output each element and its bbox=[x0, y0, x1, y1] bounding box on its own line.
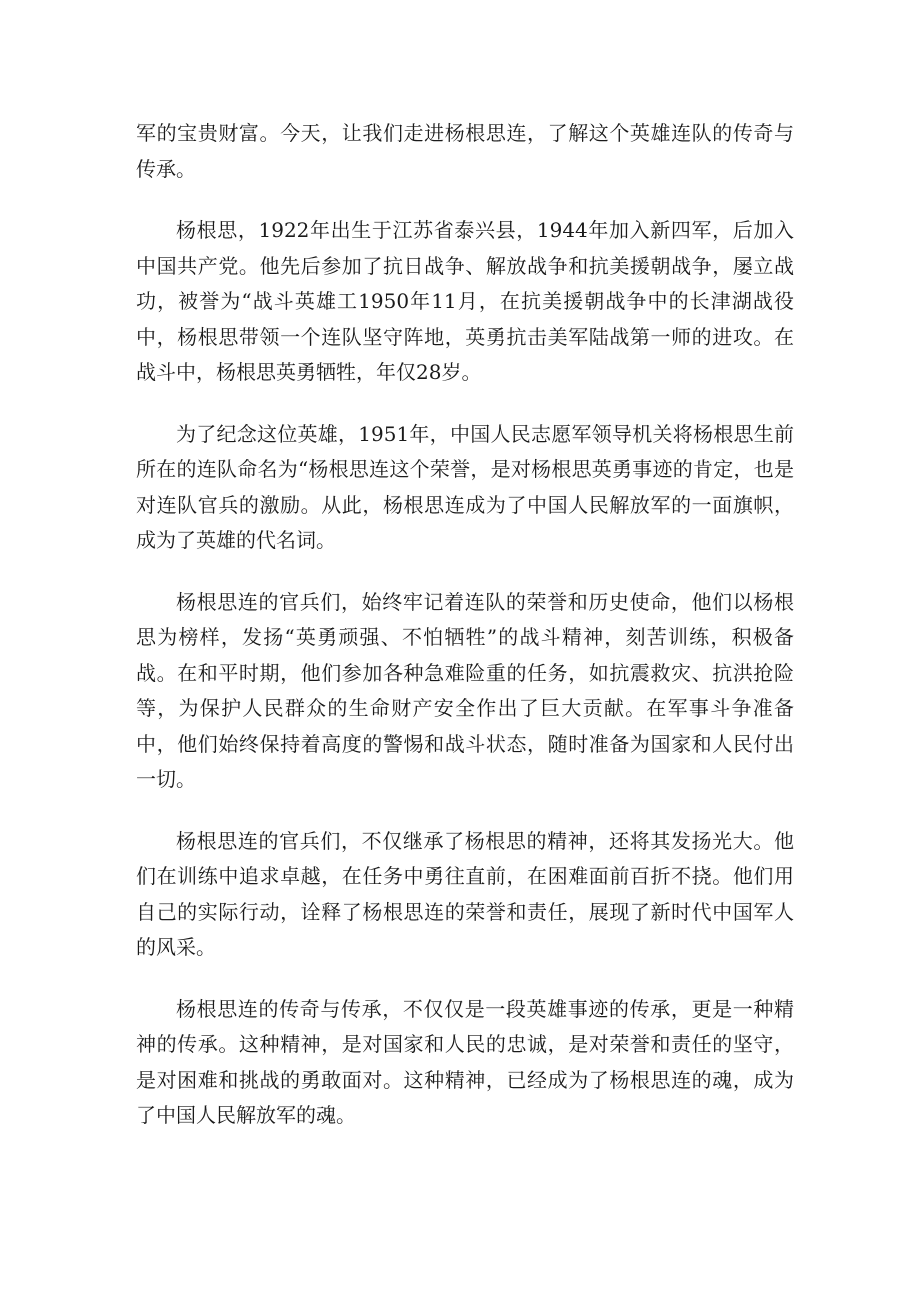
paragraph-mission: 杨根思连的官兵们，始终牢记着连队的荣誉和历史使命，他们以杨根思为榜样，发扬“英勇顽强、不怕牺牲”的战斗精神，刻苦训练，积极备战。在和平时期，他们参加各种急难险重的任务，如抗震救灾、抗洪抢险等，为保护人民群众的生命财产安全作出了巨大贡献。在军事斗争准备中，他们始终保持着高度的警惕和战斗状态，随时准备为国家和人民付出一切。 bbox=[136, 589, 794, 791]
paragraph-continuation: 军的宝贵财富。今天，让我们走进杨根思连，了解这个英雄连队的传奇与传承。 bbox=[136, 121, 794, 181]
paragraph-naming: 为了纪念这位英雄，1951年，中国人民志愿军领导机关将杨根思生前所在的连队命名为“杨根思连这个荣誉，是对杨根思英勇事迹的肯定，也是对连队官兵的激励。从此，杨根思连成为了中国人民解放军的一面旗帜，成为了英雄的代名词。 bbox=[136, 421, 794, 552]
paragraph-inheritance: 杨根思连的官兵们，不仅继承了杨根思的精神，还将其发扬光大。他们在训练中追求卓越，在任务中勇往直前，在困难面前百折不挠。他们用自己的实际行动，诠释了杨根思连的荣誉和责任，展现了新时代中国军人的风采。 bbox=[136, 828, 794, 959]
paragraph-spirit: 杨根思连的传奇与传承，不仅仅是一段英雄事迹的传承，更是一种精神的传承。这种精神，是对国家和人民的忠诚，是对荣誉和责任的坚守，是对困难和挑战的勇敢面对。这种精神，已经成为了杨根思连的魂，成为了中国人民解放军的魂。 bbox=[136, 996, 794, 1127]
document-body bbox=[136, 116, 794, 1160]
paragraph-biography: 杨根思，1922年出生于江苏省泰兴县，1944年加入新四军，后加入中国共产党。他先后参加了抗日战争、解放战争和抗美援朝战争，屡立战功，被誉为“战斗英雄工1950年11月，在抗美援朝战争中的长津湖战役中，杨根思带领一个连队坚守阵地，英勇抗击美军陆战第一师的进攻。在战斗中，杨根思英勇牺牲，年仅28岁。 bbox=[136, 218, 794, 384]
